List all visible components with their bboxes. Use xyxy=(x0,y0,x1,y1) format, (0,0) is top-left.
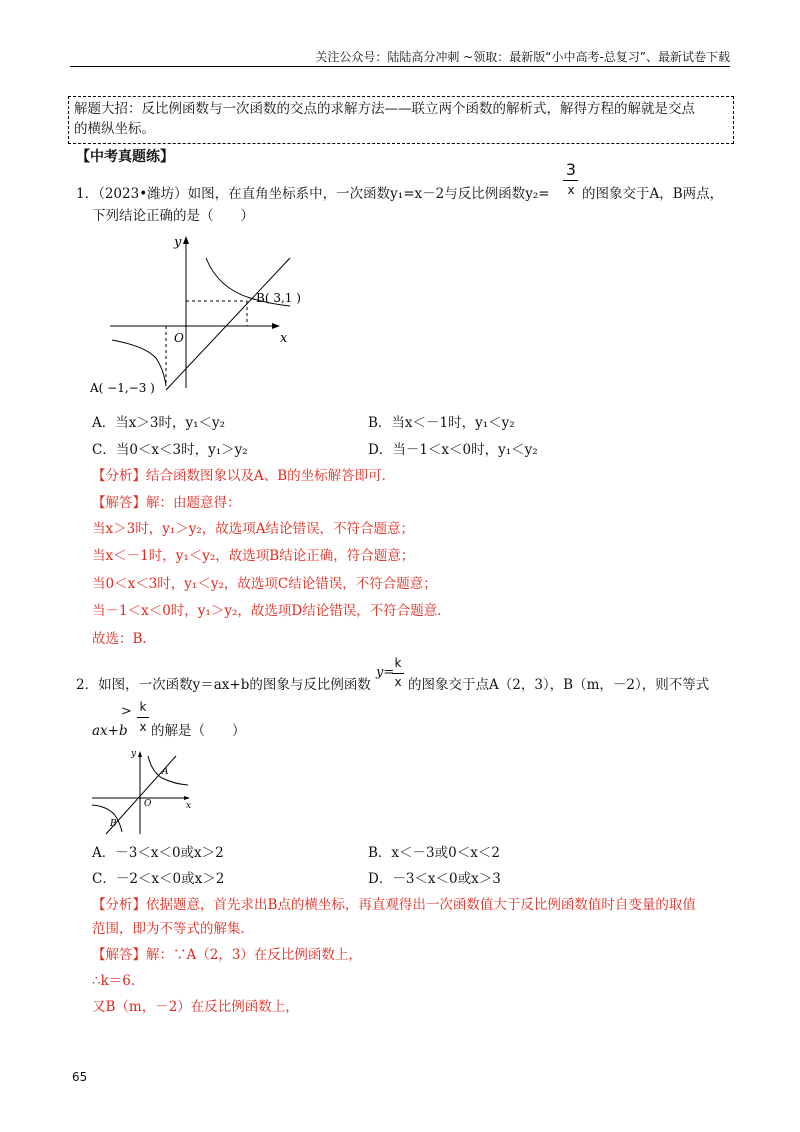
q2-stem-tail: 的图象交于点A（2，3），B（m，－2），则不等式 xyxy=(408,677,710,693)
q1-fraction-denominator: x xyxy=(567,183,575,197)
q1-solution-4: 当－1＜x＜0时，y₁＞y₂，故选项D结论错误，不符合题意． xyxy=(92,603,451,619)
q2-ineq-denominator: x xyxy=(139,720,147,734)
tip-line-1: 解题大招：反比例函数与一次函数的交点的求解方法——联立两个函数的解析式，解得方程的解就是交点 xyxy=(74,101,695,117)
q2-fraction-bar xyxy=(392,673,404,674)
q2-x-arrow-icon xyxy=(184,796,190,800)
q2-solution-3: 又B（m，－2）在反比例函数上， xyxy=(92,999,299,1015)
q2-option-c: C．－2＜x＜0或x＞2 xyxy=(92,871,225,887)
q1-point-a-label: A( −1,−3 ) xyxy=(90,381,155,395)
q2-fraction-denominator: x xyxy=(394,675,402,689)
q1-option-a: A．当x＞3时，y₁＜y₂ xyxy=(92,415,226,431)
q2-option-d: D．－3＜x＜0或x＞3 xyxy=(368,871,501,887)
q2-stem-line2: 的解是（ ） xyxy=(151,723,246,739)
q1-solution-head: 【解答】解：由题意得： xyxy=(92,495,241,511)
q1-answer: 故选：B． xyxy=(92,631,156,647)
q2-graph xyxy=(88,748,198,836)
q2-fraction-numerator: k xyxy=(394,656,402,670)
q1-stem-line2: 下列结论正确的是（ ） xyxy=(92,208,254,224)
q1-analysis: 【分析】结合函数图象以及A、B的坐标解答即可． xyxy=(92,468,396,484)
q2-point-b-label: B xyxy=(110,819,117,829)
q1-hyperbola-branch-2 xyxy=(112,340,166,386)
q1-fraction-bar xyxy=(563,180,578,181)
section-title: 【中考真题练】 xyxy=(76,149,174,165)
q1-solution-1: 当x＞3时，y₁＞y₂，故选项A结论错误，不符合题意； xyxy=(92,521,415,537)
q2-origin-label: O xyxy=(144,799,152,809)
q2-ineq-numerator: k xyxy=(139,700,147,714)
q1-y-arrow-icon xyxy=(183,236,189,244)
q1-option-d: D．当－1＜x＜0时，y₁＜y₂ xyxy=(368,442,538,458)
page-header: 关注公众号：陆陆高分冲刺 ~领取：最新版“小中高考-总复习”、最新试卷下载 xyxy=(315,50,730,64)
q2-y-label: y xyxy=(131,749,137,759)
q2-stem-line1: 2．如图，一次函数y＝ax+b的图象与反比例函数 xyxy=(76,677,371,693)
q1-origin-label: O xyxy=(174,331,184,345)
q1-y-label: y xyxy=(174,235,182,250)
q1-x-arrow-icon xyxy=(272,323,280,329)
q2-option-b: B．x＜－3或0＜x＜2 xyxy=(368,845,500,861)
q2-x-label: x xyxy=(186,801,192,811)
q2-analysis-1: 【分析】依据题意，首先求出B点的横坐标，再直观得出一次函数值大于反比例函数值时自变量的取值 xyxy=(92,897,696,913)
q2-point-a-label: A xyxy=(162,767,169,777)
q1-graph xyxy=(90,228,310,408)
q2-ineq-bar xyxy=(137,717,149,718)
q1-stem-line1: 1．（2023•潍坊）如图，在直角坐标系中，一次函数y₁=x－2与反比例函数y₂= xyxy=(76,186,550,202)
q1-option-b: B．当x＜－1时，y₁＜y₂ xyxy=(368,415,515,431)
q2-option-a: A．－3＜x＜0或x＞2 xyxy=(92,845,224,861)
q2-inequality-lhs: ax+b xyxy=(92,723,128,739)
q2-solution-2: ∴k＝6． xyxy=(92,973,145,989)
q1-option-c: C．当0＜x＜3时，y₁＞y₂ xyxy=(92,442,248,458)
q1-stem-tail: 的图象交于A，B两点， xyxy=(582,186,724,202)
q1-x-label: x xyxy=(280,331,288,346)
page-number: 65 xyxy=(72,1070,88,1084)
tip-line-2: 的横纵坐标。 xyxy=(74,121,155,137)
q2-analysis-2: 范围，即为不等式的解集． xyxy=(92,921,254,937)
q2-solution-1: 【解答】解：∵A（2，3）在反比例函数上， xyxy=(92,947,362,963)
q1-solution-3: 当0＜x＜3时，y₁＜y₂，故选项C结论错误，不符合题意； xyxy=(92,576,437,592)
q2-y-equals: y= xyxy=(376,665,395,680)
q1-line-y1 xyxy=(166,258,290,390)
q2-hyperbola-branch-2 xyxy=(92,805,122,832)
q2-inequality-sign: > xyxy=(121,704,132,719)
q2-y-arrow-icon xyxy=(138,751,142,757)
header-rule xyxy=(70,66,730,67)
q1-point-b-label: B( 3,1 ) xyxy=(256,291,301,305)
q1-solution-2: 当x＜－1时，y₁＜y₂，故选项B结论正确，符合题意； xyxy=(92,548,415,564)
q1-fraction-numerator: 3 xyxy=(565,160,577,179)
